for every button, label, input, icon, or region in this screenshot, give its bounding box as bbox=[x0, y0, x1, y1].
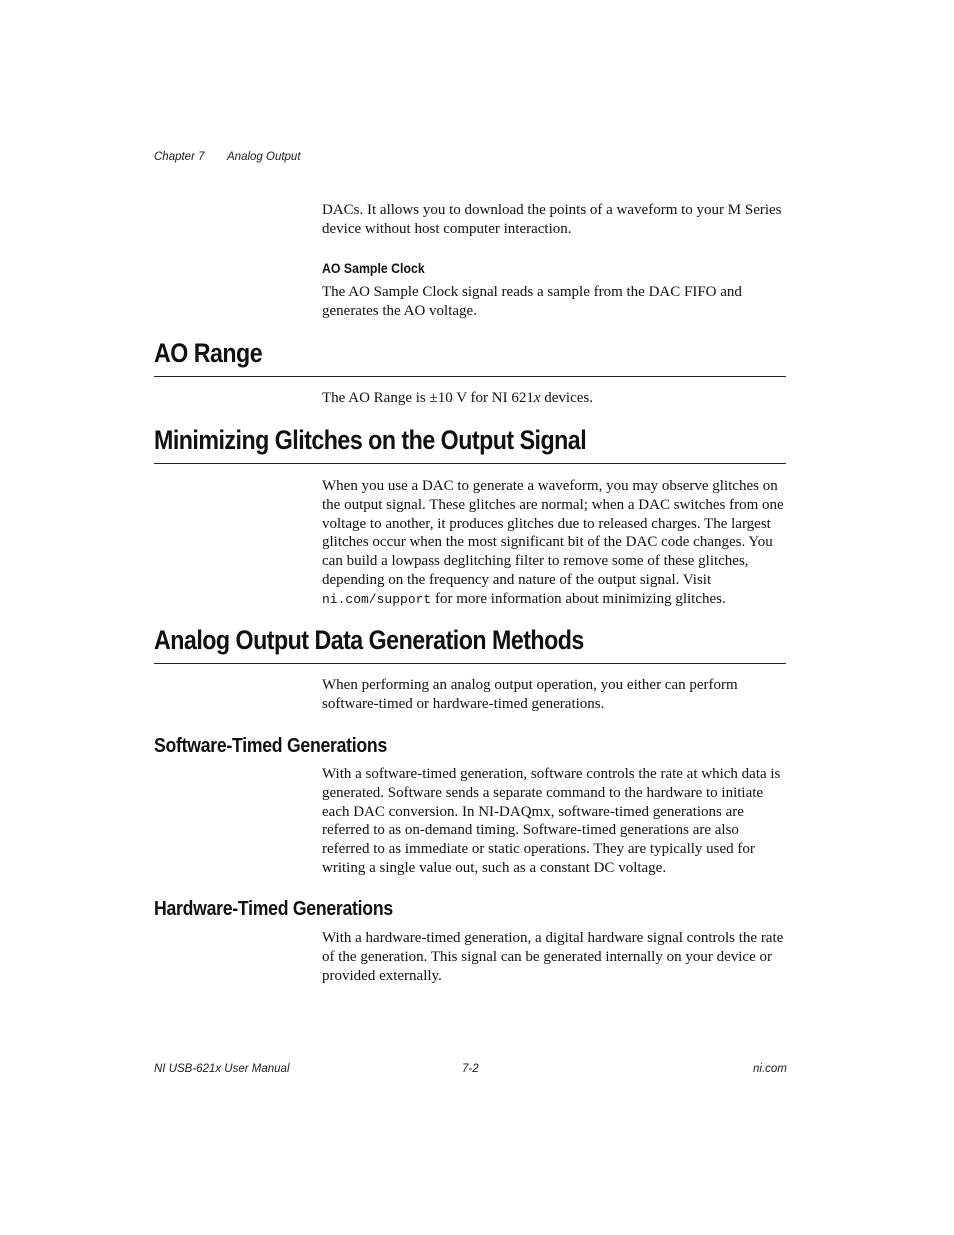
ao-sample-clock-heading: AO Sample Clock bbox=[322, 260, 425, 276]
generation-methods-rule bbox=[154, 663, 786, 664]
generation-methods-section bbox=[322, 676, 788, 714]
running-header-section: Analog Output bbox=[227, 151, 301, 163]
glitches-paragraph bbox=[322, 477, 788, 610]
software-timed-heading: Software-Timed Generations bbox=[154, 734, 387, 757]
footer-site-link[interactable]: ni.com bbox=[753, 1063, 787, 1075]
glitches-section bbox=[322, 477, 788, 610]
ao-range-paragraph bbox=[322, 389, 788, 408]
footer-manual-title: NI USB-621x User Manual bbox=[154, 1063, 290, 1075]
running-header-chapter: Chapter 7 bbox=[154, 151, 205, 163]
ao-sample-clock-paragraph: The AO Sample Clock signal reads a sample from the DAC FIFO and generates the AO voltage. bbox=[322, 284, 742, 319]
ao-range-text-start: The AO Range is ±10 V for NI 621 bbox=[322, 390, 534, 406]
footer-page-number: 7-2 bbox=[462, 1063, 479, 1075]
intro-paragraph: DACs. It allows you to download the points of a waveform to your M Series device without host computer interaction. bbox=[322, 202, 782, 237]
glitches-heading: Minimizing Glitches on the Output Signal bbox=[154, 425, 587, 455]
glitches-text: When you use a DAC to generate a waveform, you may observe glitches on the output signal. These glitches are normal; when a DAC switches from one voltage to another, it produces glitches due to released charges. The largest glitches occur when the most significant bit of the DAC code changes. You can build a lowpass deglitching filter to remove some of these glitches, depending on the frequency and nature of the output signal. Visit bbox=[322, 478, 784, 588]
hardware-timed-section bbox=[322, 929, 788, 985]
ao-range-text-italic: x bbox=[533, 390, 541, 406]
ao-range-section bbox=[322, 389, 788, 408]
software-timed-section bbox=[322, 765, 788, 878]
ao-sample-clock-section bbox=[322, 283, 788, 321]
generation-methods-paragraph: When performing an analog output operation, you either can perform software-timed or hardware-timed generations. bbox=[322, 677, 738, 712]
hardware-timed-paragraph: With a hardware-timed generation, a digital hardware signal controls the rate of the generation. This signal can be generated internally on your device or provided externally. bbox=[322, 930, 784, 984]
generation-methods-heading: Analog Output Data Generation Methods bbox=[154, 625, 584, 655]
glitches-text-end: for more information about minimizing glitches. bbox=[431, 590, 726, 607]
support-link[interactable]: ni.com/support bbox=[322, 591, 432, 607]
ao-range-rule bbox=[154, 376, 786, 377]
intro-section bbox=[322, 201, 788, 239]
ao-range-heading: AO Range bbox=[154, 338, 263, 368]
glitches-rule bbox=[154, 463, 786, 464]
ao-range-text-end: devices. bbox=[540, 390, 593, 406]
software-timed-paragraph: With a software-timed generation, software controls the rate at which data is generated. Software sends a separate command to the hardware to initiate each DAC conversion. In NI-DAQmx, software-timed generations are referred to as on-demand timing. Software-timed generations are also referred to as immediate or static operations. They are typically used for writing a single value out, such as a constant DC voltage. bbox=[322, 766, 781, 876]
hardware-timed-heading: Hardware-Timed Generations bbox=[154, 897, 393, 920]
